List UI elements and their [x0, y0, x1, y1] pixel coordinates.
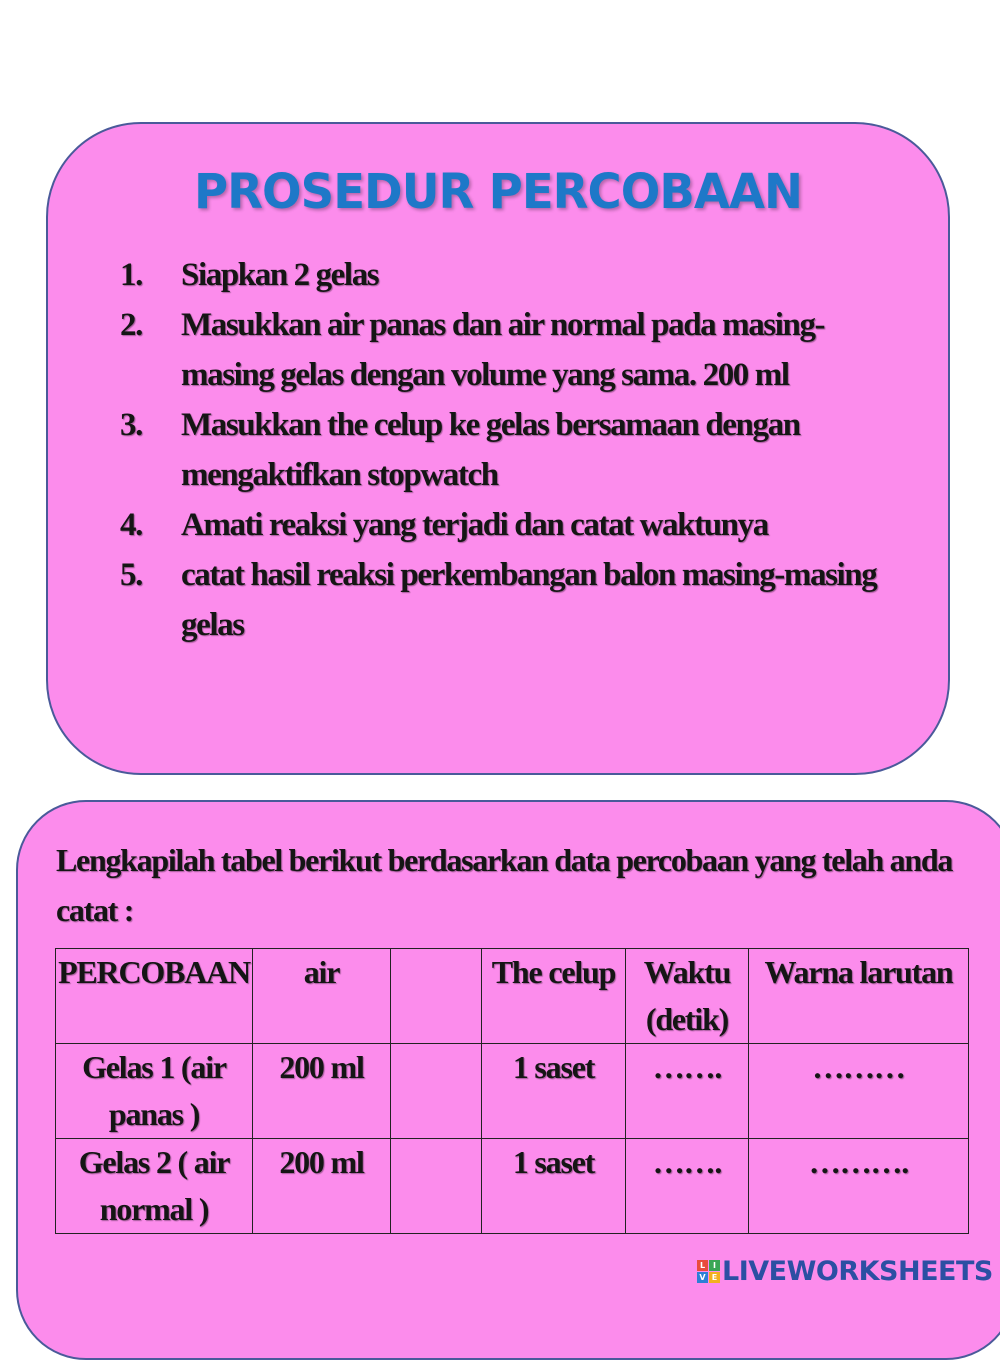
- step-item: [120, 500, 890, 550]
- procedure-steps: [120, 250, 890, 650]
- cell-air: 200 ml: [253, 1044, 391, 1139]
- step-text: Masukkan air panas dan air normal pada masing-masing gelas dengan volume yang sama. 200 ml: [181, 307, 825, 393]
- cell-warna-answer[interactable]: ……….: [749, 1139, 969, 1234]
- step-number: 4.: [120, 507, 142, 543]
- table-header-row: [56, 949, 969, 1044]
- cell-blank: [391, 1044, 482, 1139]
- step-text: Amati reaksi yang terjadi dan catat waktunya: [181, 507, 768, 543]
- header-waktu: Waktu (detik): [626, 949, 749, 1044]
- cell-the-celup: 1 saset: [482, 1044, 626, 1139]
- step-item: [120, 550, 890, 650]
- table-row: [56, 1139, 969, 1234]
- step-item: [120, 300, 890, 400]
- cell-the-celup: 1 saset: [482, 1139, 626, 1234]
- cell-air: 200 ml: [253, 1139, 391, 1234]
- cell-percobaan: Gelas 1 (air panas ): [56, 1044, 253, 1139]
- cell-waktu-answer[interactable]: …….: [626, 1139, 749, 1234]
- step-number: 1.: [120, 257, 142, 293]
- step-text: Masukkan the celup ke gelas bersamaan dengan mengaktifkan stopwatch: [181, 407, 800, 493]
- step-item: [120, 250, 890, 300]
- header-the-celup: The celup: [482, 949, 626, 1044]
- logo-tile: L: [697, 1260, 708, 1271]
- cell-percobaan: Gelas 2 ( air normal ): [56, 1139, 253, 1234]
- cell-waktu-answer[interactable]: …….: [626, 1044, 749, 1139]
- logo-tile: E: [709, 1272, 720, 1283]
- logo-icon: [697, 1260, 720, 1283]
- header-air: air: [253, 949, 391, 1044]
- logo-tile: V: [697, 1272, 708, 1283]
- logo-tile: I: [709, 1260, 720, 1271]
- logo-text: LIVEWORKSHEETS: [722, 1255, 993, 1287]
- results-table: [55, 948, 969, 1234]
- cell-blank: [391, 1139, 482, 1234]
- liveworksheets-logo: [697, 1254, 993, 1288]
- table-instruction: Lengkapilah tabel berikut berdasarkan data percobaan yang telah anda catat :: [56, 842, 953, 928]
- step-item: [120, 400, 890, 500]
- cell-warna-answer[interactable]: ………: [749, 1044, 969, 1139]
- table-row: [56, 1044, 969, 1139]
- header-warna: Warna larutan: [749, 949, 969, 1044]
- step-text: catat hasil reaksi perkembangan balon masing-masing gelas: [181, 557, 877, 643]
- step-number: 2.: [120, 307, 142, 343]
- step-number: 3.: [120, 407, 142, 443]
- page-title: PROSEDUR PERCOBAAN: [193, 164, 803, 220]
- step-text: Siapkan 2 gelas: [181, 257, 379, 293]
- header-percobaan: PERCOBAAN: [56, 949, 253, 1044]
- header-blank: [391, 949, 482, 1044]
- step-number: 5.: [120, 557, 142, 593]
